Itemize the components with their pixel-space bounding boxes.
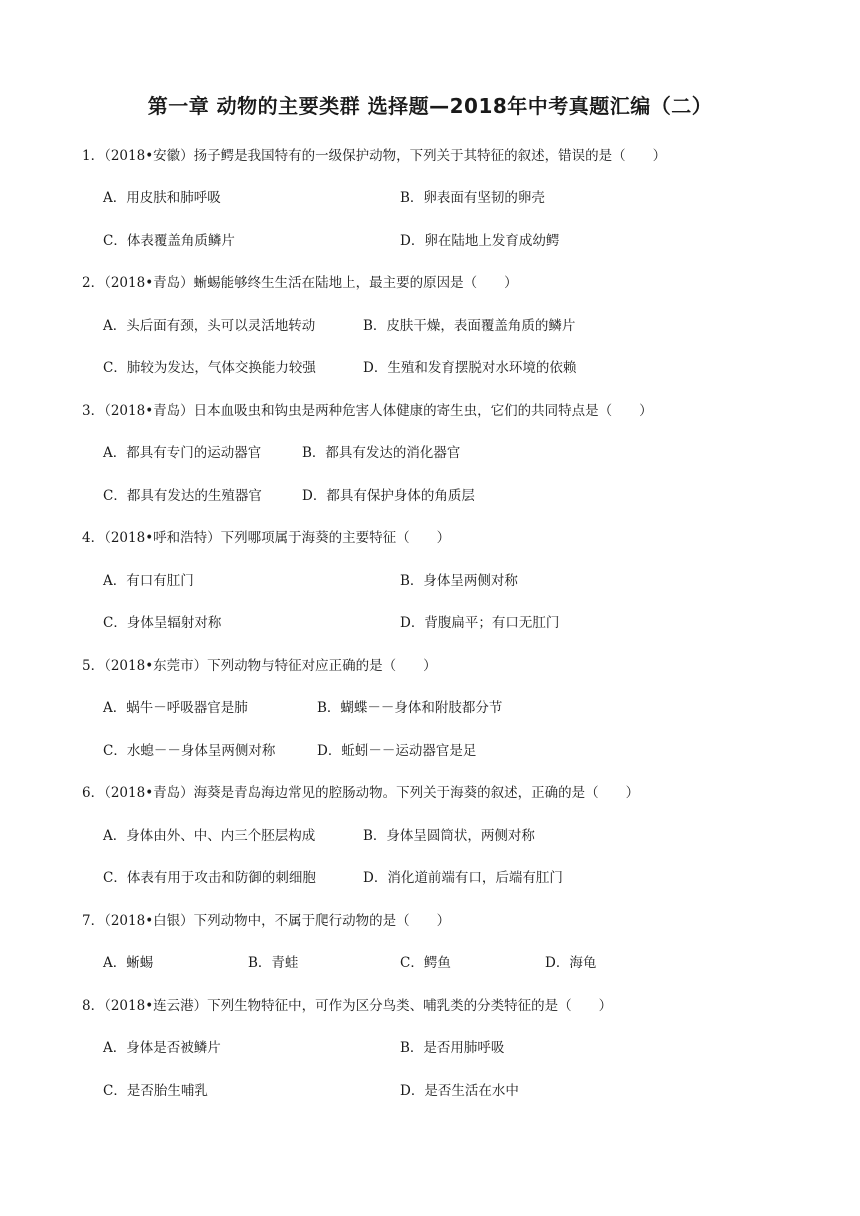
question-2-option-b: B．皮肤干燥，表面覆盖角质的鳞片: [363, 318, 576, 334]
question-4-stem: 4．（2018•呼和浩特）下列哪项属于海葵的主要特征（ ）: [82, 530, 451, 546]
question-7-option-a: A．蜥蜴: [103, 955, 154, 971]
question-3-option-b: B．都具有发达的消化器官: [302, 445, 461, 461]
question-4-option-a: A．有口有肛门: [103, 573, 194, 589]
question-5-option-a: A．蜗牛－呼吸器官是肺: [103, 700, 248, 716]
question-1-stem: 1．（2018•安徽）扬子鳄是我国特有的一级保护动物，下列关于其特征的叙述，错误的是（ ）: [82, 148, 667, 164]
question-5-option-d: D．蚯蚓－－运动器官是足: [317, 743, 477, 759]
question-3-option-a: A．都具有专门的运动器官: [103, 445, 262, 461]
question-2-option-a: A．头后面有颈，头可以灵活地转动: [103, 318, 316, 334]
page-title: 第一章 动物的主要类群 选择题—2018年中考真题汇编（二）: [147, 94, 713, 118]
question-7-option-c: C．鳄鱼: [400, 955, 451, 971]
question-5-option-c: C．水螅－－身体呈两侧对称: [103, 743, 276, 759]
question-3-stem: 3．（2018•青岛）日本血吸虫和钩虫是两种危害人体健康的寄生虫，它们的共同特点是（ ）: [82, 403, 653, 419]
question-6-option-b: B．身体呈圆筒状，两侧对称: [363, 828, 535, 844]
question-2-stem: 2．（2018•青岛）蜥蜴能够终生生活在陆地上，最主要的原因是（ ）: [82, 275, 518, 291]
question-2-option-d: D．生殖和发育摆脱对水环境的依赖: [363, 360, 577, 376]
question-2-option-c: C．肺较为发达，气体交换能力较强: [103, 360, 316, 376]
question-8-option-a: A．身体是否被鳞片: [103, 1040, 221, 1056]
question-4-option-c: C．身体呈辐射对称: [103, 615, 222, 631]
question-8-option-b: B．是否用肺呼吸: [400, 1040, 505, 1056]
question-1-option-b: B．卵表面有坚韧的卵壳: [400, 190, 545, 206]
question-6-option-a: A．身体由外、中、内三个胚层构成: [103, 828, 316, 844]
question-1-option-d: D．卵在陆地上发育成幼鳄: [400, 233, 560, 249]
question-7-option-b: B．青蛙: [248, 955, 299, 971]
question-1-option-c: C．体表覆盖角质鳞片: [103, 233, 235, 249]
question-3-option-c: C．都具有发达的生殖器官: [103, 488, 262, 504]
question-8-stem: 8．（2018•连云港）下列生物特征中，可作为区分鸟类、哺乳类的分类特征的是（ ）: [82, 998, 613, 1014]
question-5-option-b: B．蝴蝶－－身体和附肢都分节: [317, 700, 503, 716]
question-3-option-d: D．都具有保护身体的角质层: [302, 488, 475, 504]
question-8-option-d: D．是否生活在水中: [400, 1083, 519, 1099]
question-6-option-d: D．消化道前端有口，后端有肛门: [363, 870, 563, 886]
question-7-stem: 7．（2018•白银）下列动物中，不属于爬行动物的是（ ）: [82, 913, 451, 929]
question-6-stem: 6．（2018•青岛）海葵是青岛海边常见的腔肠动物。下列关于海葵的叙述，正确的是（ ）: [82, 785, 640, 801]
question-8-option-c: C．是否胎生哺乳: [103, 1083, 208, 1099]
question-6-option-c: C．体表有用于攻击和防御的刺细胞: [103, 870, 316, 886]
question-1-option-a: A．用皮肤和肺呼吸: [103, 190, 221, 206]
question-7-option-d: D．海龟: [545, 955, 597, 971]
question-5-stem: 5．（2018•东莞市）下列动物与特征对应正确的是（ ）: [82, 658, 437, 674]
question-4-option-d: D．背腹扁平；有口无肛门: [400, 615, 560, 631]
question-4-option-b: B．身体呈两侧对称: [400, 573, 518, 589]
